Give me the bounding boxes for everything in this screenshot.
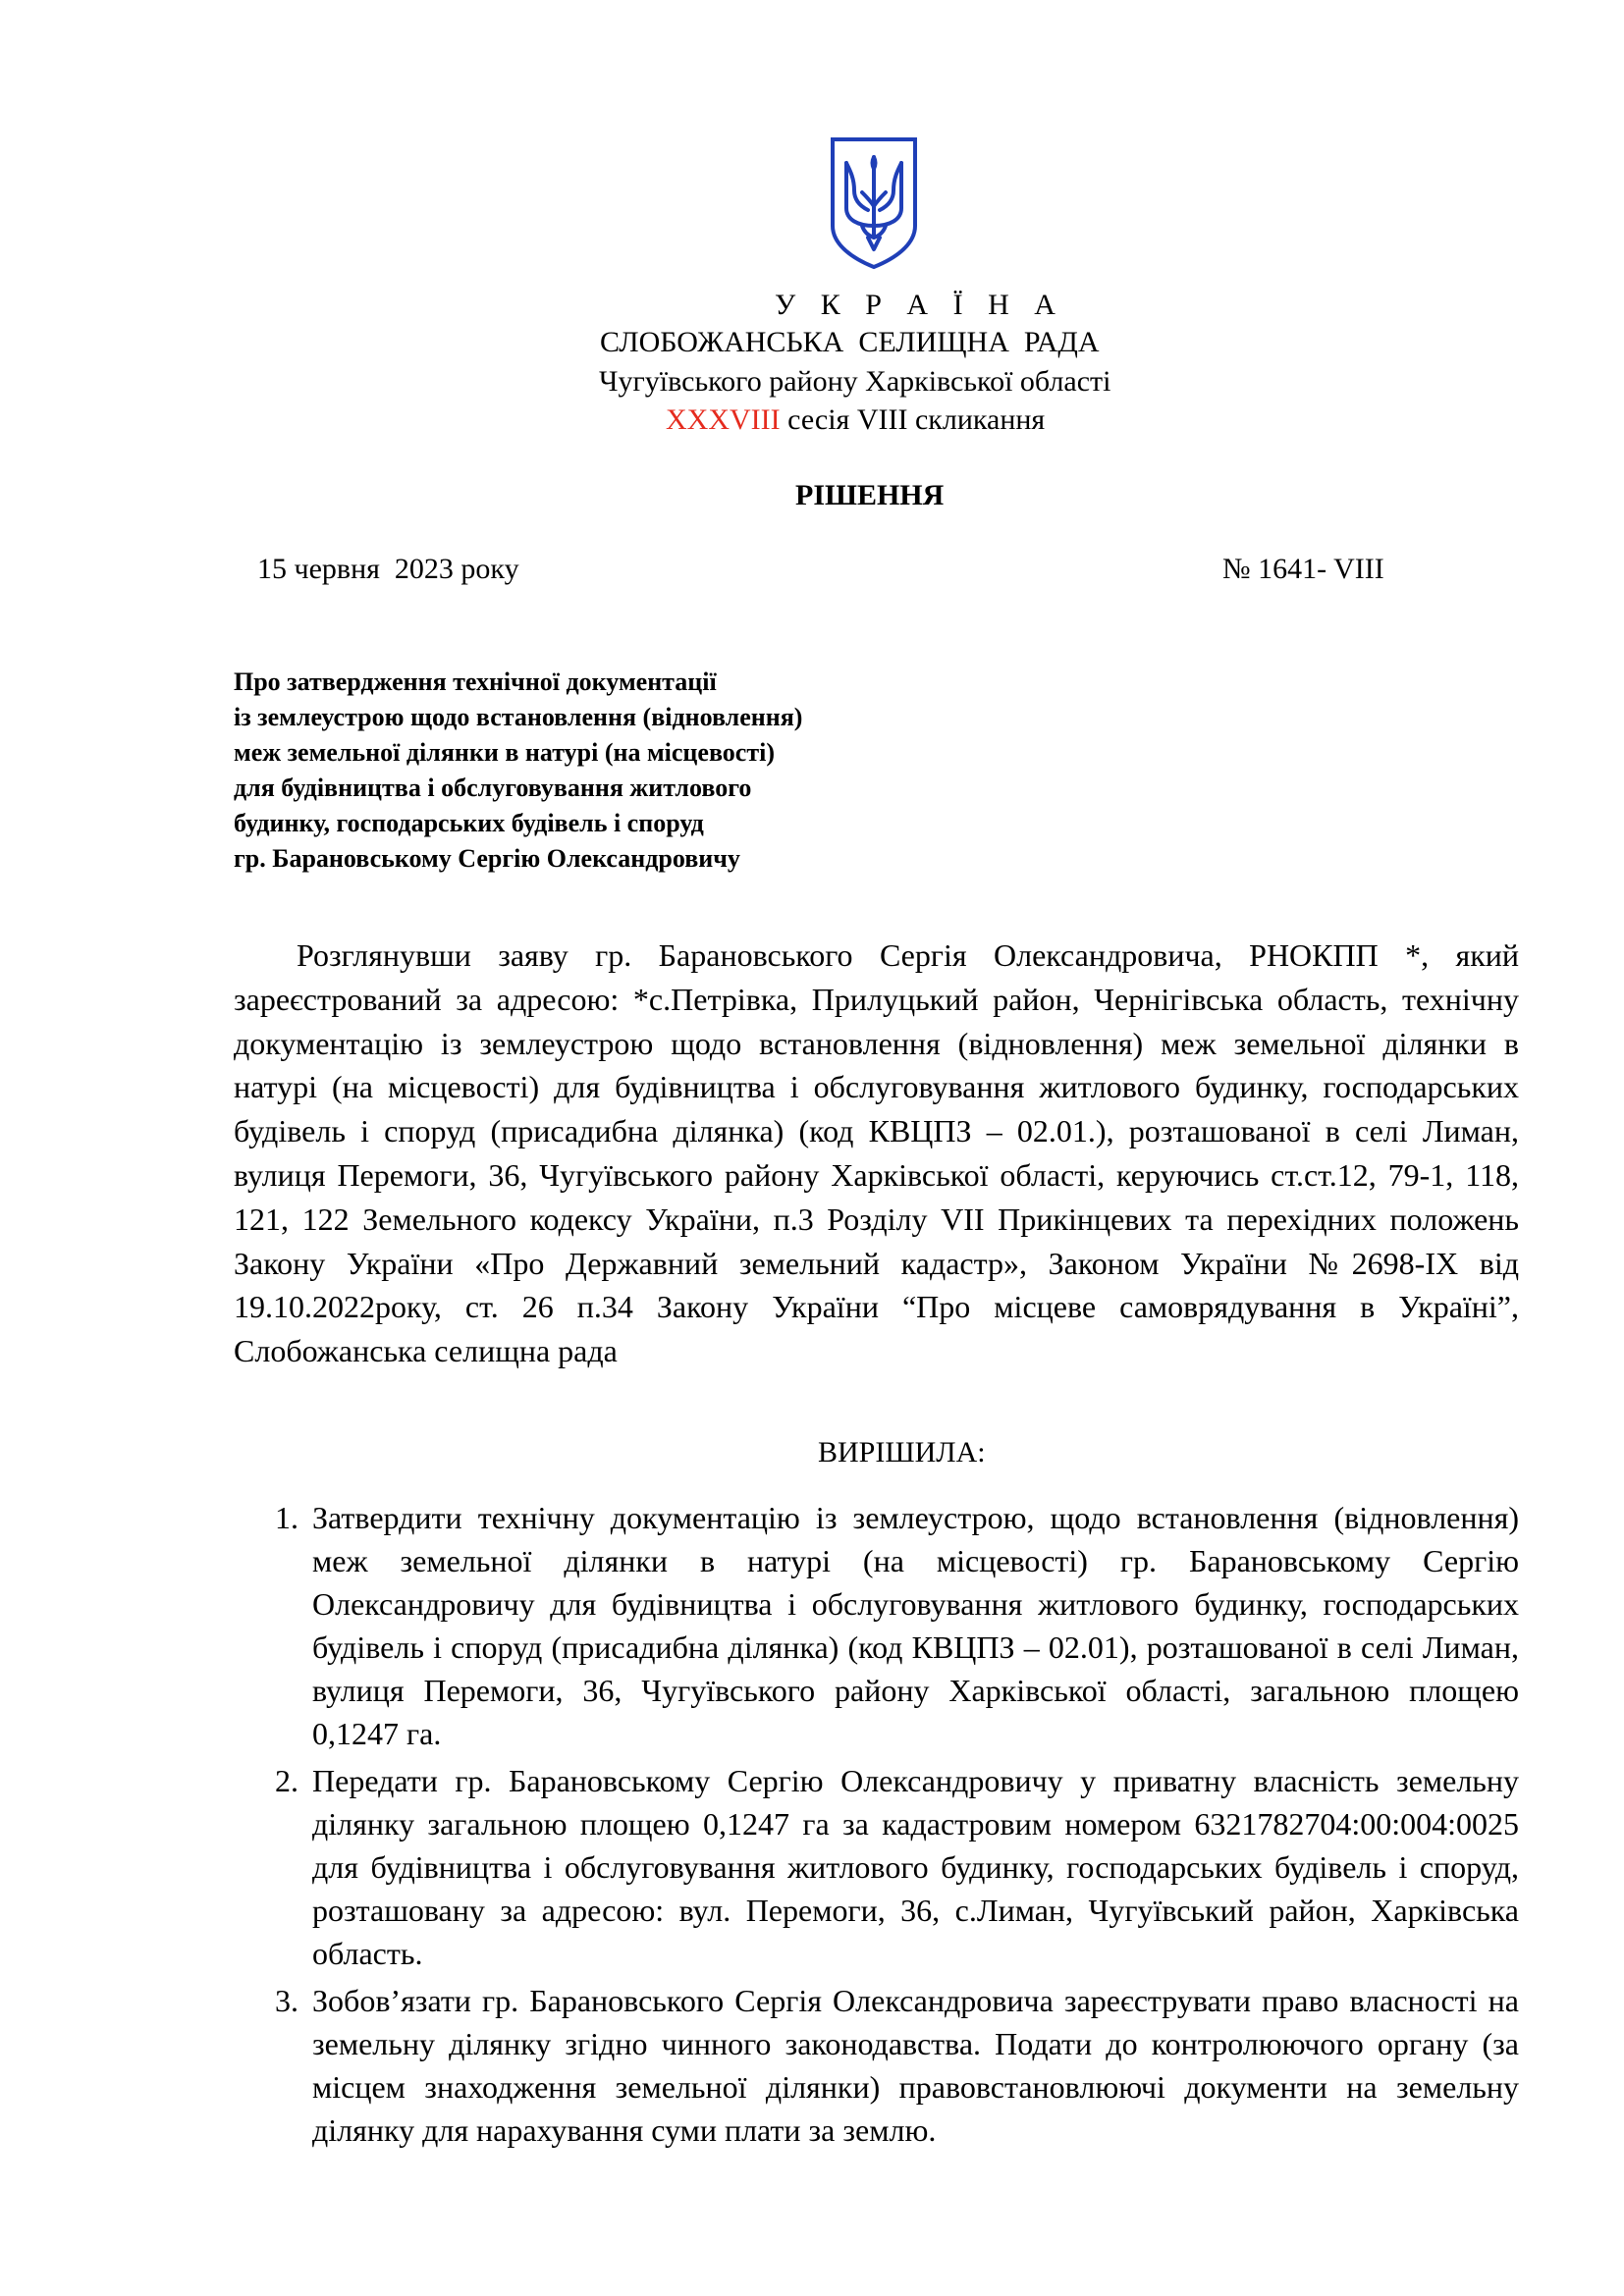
header-council: СЛОБОЖАНСЬКА СЕЛИЩНА РАДА (600, 326, 1100, 358)
item-text: Затвердити технічну документацію із землеустрою, щодо встановлення (відновлення) меж земельної ділянки в натурі (на місцевості) гр. Барановському Сергію Олександровичу для будівництва і обслуговування житлового будинку, господарських будівель і споруд (присадибна ділянка) (код КВЦПЗ – 02.01), розташованої в селі Лиман, вулиця Перемоги, 36, Чугуївського району Харківської області, загальною площею 0,1247 га. (312, 1500, 1519, 1751)
coat-of-arms-icon (829, 135, 919, 271)
decision-item (265, 1496, 1519, 1755)
subject-line: Про затвердження технічної документації (234, 667, 717, 696)
session-text: сесія VIII скликання (780, 403, 1046, 436)
decision-number: № 1641- VIII (1222, 553, 1384, 585)
subject-line: гр. Барановському Сергію Олександровичу (234, 844, 740, 873)
subject-line: із землеустрою щодо встановлення (відновлення) (234, 703, 803, 731)
preamble-paragraph: Розглянувши заяву гр. Барановського Сергія Олександровича, РНОКПП *, який зареєстрований за адресою: *с.Петрівка, Прилуцький район, Чернігівська область, технічну документацію із землеустрою щодо встановлення (відновлення) меж земельної ділянки в натурі (на місцевості) для будівництва і обслуговування житлового будинку, господарських будівель і споруд (присадибна ділянка) (код КВЦПЗ – 02.01.), розташованої в селі Лиман, вулиця Перемоги, 36, Чугуївського району Харківської області, керуючись ст.ст.12, 79-1, 118, 121, 122 Земельного кодексу України, п.3 Розділу VII Прикінцевих та перехідних положень Закону України «Про Державний земельний кадастр», Законом України №2698-IX від 19.10.2022року, ст. 26 п.34 Закону України “Про місцеве самоврядування в Україні”, Слобожанська селищна рада (234, 937, 1519, 1369)
item-text: Зобов’язати гр. Барановського Сергія Олександровича зареєструвати право власності на земельну ділянку згідно чинного законодавства. Подати до контролюючого органу (за місцем знаходження земельної ділянки) правовстановлюючі документи на земельну ділянку для нарахування суми плати за землю. (312, 1983, 1519, 2148)
header-session (666, 401, 1045, 439)
item-number: 1. (275, 1500, 298, 1535)
item-number: 3. (275, 1983, 298, 2018)
header-district: Чугуївського району Харківської області (599, 365, 1111, 398)
decision-date: 15 червня 2023 року (257, 553, 519, 585)
decision-item (265, 1979, 1519, 2152)
page-title: РІШЕННЯ (795, 479, 945, 511)
decision-items (265, 1496, 1519, 2156)
decision-subject (234, 665, 802, 877)
decision-item (265, 1759, 1519, 1975)
subject-line: для будівництва і обслуговування житлового (234, 774, 752, 802)
decided-heading: ВИРІШИЛА: (818, 1436, 986, 1468)
header-country: У К Р А Ї Н А (775, 289, 1064, 321)
item-text: Передати гр. Барановському Сергію Олександровичу у приватну власність земельну ділянку загальною площею 0,1247 га за кадастровим номером 6321782704:00:004:0025 для будівництва і обслуговування житлового будинку, господарських будівель і споруд, розташовану за адресою: вул. Перемоги, 36, с.Лиман, Чугуївський район, Харківська область. (312, 1763, 1519, 1971)
session-roman-number: XXXVIII (666, 403, 781, 436)
item-number: 2. (275, 1763, 298, 1798)
subject-line: будинку, господарських будівель і споруд (234, 809, 704, 837)
subject-line: меж земельної ділянки в натурі (на місцевості) (234, 738, 776, 767)
